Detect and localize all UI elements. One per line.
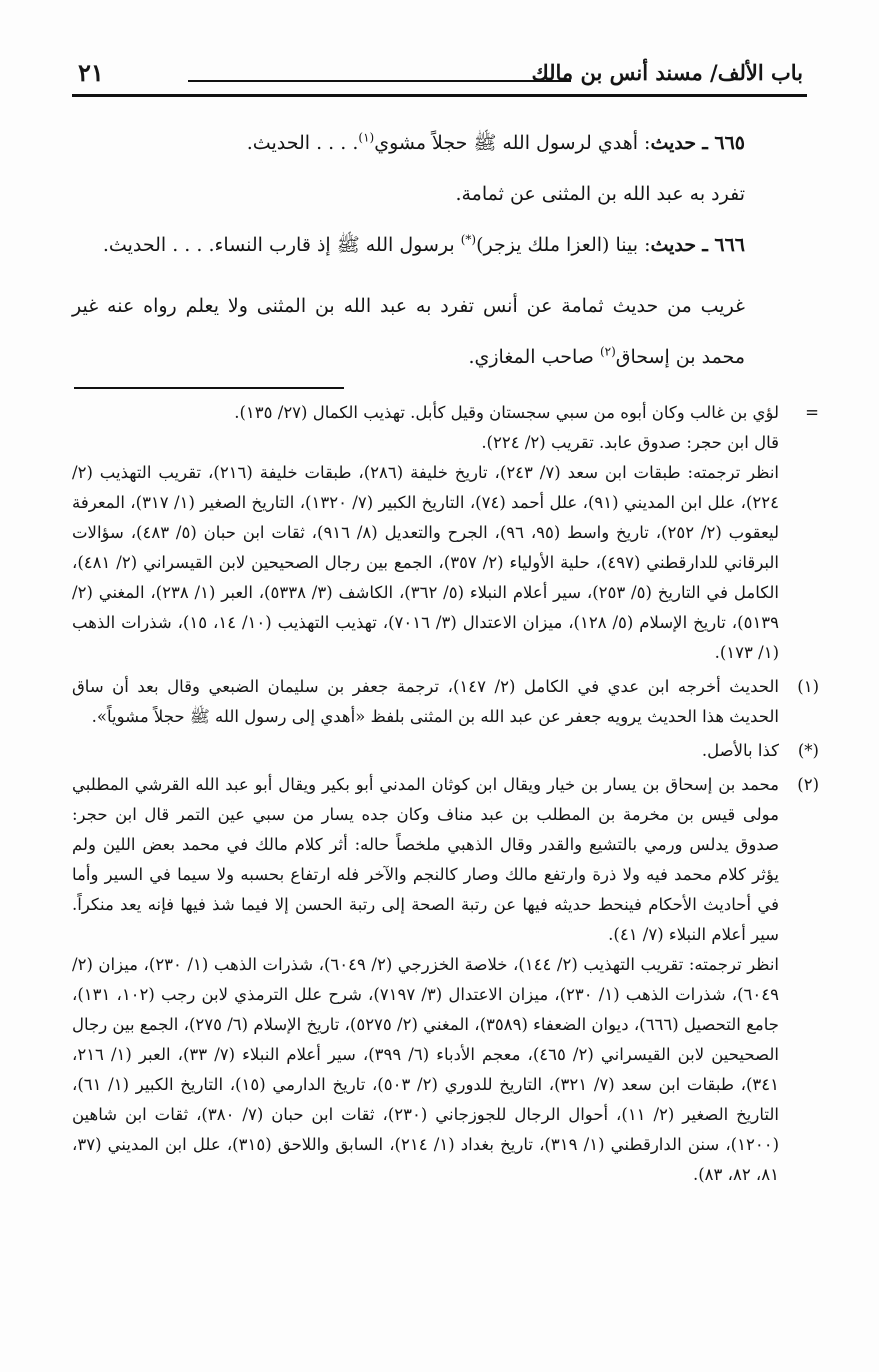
hadith-665-tail: . . . . الحديث. — [246, 132, 359, 154]
footnote-separator — [74, 387, 344, 389]
footnote-2 — [72, 770, 819, 1190]
footnote-text: قال ابن حجر: صدوق عابد. تقريب (٢/ ٢٢٤). — [481, 433, 779, 452]
hadith-665-text: : أهدي لرسول الله ﷺ حجلاً مشوي — [374, 132, 651, 154]
footnote-mark: (٢) — [797, 775, 819, 794]
hadith-665-number: ٦٦٥ ـ — [702, 132, 745, 154]
remark-gharib-tail: صاحب المغازي. — [468, 346, 600, 368]
remark-gharib — [72, 281, 805, 383]
page-number: ٢١ — [78, 58, 104, 87]
footnotes — [72, 398, 819, 1194]
hadith-666-label: حديث — [650, 234, 697, 256]
hadith-665 — [72, 118, 805, 169]
header-title: باب الألف/ مسند أنس بن مالك — [531, 60, 803, 85]
header-divider — [72, 94, 807, 97]
footnote-1 — [72, 672, 819, 732]
footnote-mark: (١) — [797, 677, 819, 696]
footnote-text: انظر ترجمته: طبقات ابن سعد (٧/ ٢٤٣)، تاريخ خليفة (٢٨٦)، طبقات خليفة (٢١٦)، تقريب التهذيب (٢/ ٢٢٤)، علل ابن المديني (٩١)، علل أحمد (٧٤)، التاريخ الكبير (٧/ ١٣٢٠)، التاريخ الصغير (١/ ٣١٧)، المعرفة ليعقوب (٢/ ٢٥٢)، تاريخ واسط (٩٥، ٩٦)، الجرح والتعديل (٨/ ٩١٦)، ثقات ابن حبان (٥/ ٤٨٣)، سؤالات البرقاني للدارقطني (٤٩٧)، حلية الأولياء (٢/ ٣٥٧)، الجمع بين رجال الصحيحين لابن القيسراني (٢/ ٤٨١)، الكامل في التاريخ (٥/ ٢٥٣)، سير أعلام النبلاء (٥/ ٣٦٢)، الكاشف (٣/ ٥٣٣٨)، العبر (١/ ٢٣٨)، المغني (٢/ ٥١٣٩)، تاريخ الإسلام (٥/ ١٢٨)، ميزان الاعتدال (٣/ ٧٠١٦)، تهذيب التهذيب (١٠/ ١٤، ١٥)، شذرات الذهب (١/ ١٧٣). — [72, 463, 780, 662]
footnote-text: لؤي بن غالب وكان أبوه من سبي سجستان وقيل كأبل. تهذيب الكمال (٢٧/ ١٣٥). — [234, 403, 779, 422]
hadith-666-tail: برسول الله ﷺ إذ قارب النساء. . . . الحديث. — [102, 234, 461, 256]
footnote-text: الحديث أخرجه ابن عدي في الكامل (٢/ ١٤٧)، ترجمة جعفر بن سليمان الضبعي وقال بعد أن ساق الحديث هذا الحديث يرويه جعفر عن عبد الله بن المثنى بلفظ «أهدي إلى رسول الله ﷺ حجلاً مشوياً». — [72, 677, 779, 726]
footnote-mark: (*) — [797, 741, 819, 760]
header-rule — [188, 80, 571, 82]
footnote-text: كذا بالأصل. — [701, 741, 779, 760]
hadith-666-number: ٦٦٦ ـ — [702, 234, 745, 256]
footnote-text: محمد بن إسحاق بن يسار بن خيار ويقال ابن كوثان المدني أبو بكير ويقال أبو عبد الله القرشي المطلبي مولى قيس بن مخرمة بن المطلب بن عبد مناف وكان جده يسار من سبي عين التمر قال ابن حجر: صدوق يدلس ورمي بالتشيع والقدر وقال الذهبي ملخصاً حاله: أثر كلام مالك في محمد بعض اللين ولم يؤثر كلام محمد فيه ولا ذرة وارتفع مالك وصار كالنجم والآخر فله ارتفاع بحسبه ولا سيما في السير وأما في أحاديث الأحكام فينحط حديثه فيها عن رتبة الصحة إلى رتبة الحسن إلا فيما شذ فيها فإنه يعد منكراً. سير أعلام النبلاء (٧/ ٤١). — [72, 775, 779, 944]
footnote-mark: = — [805, 403, 819, 422]
running-header — [78, 58, 803, 92]
remark-gharib-text: غريب من حديث ثمامة عن أنس تفرد به عبد الله بن المثنى ولا يعلم رواه عنه غير محمد بن إسحاق — [72, 295, 745, 368]
footnote-ref-1: (١) — [358, 130, 375, 145]
footnote-text: انظر ترجمته: تقريب التهذيب (٢/ ١٤٤)، خلاصة الخزرجي (٢/ ٦٠٤٩)، شذرات الذهب (١/ ٢٣٠)، ميزان (٢/ ٦٠٤٩)، شذرات الذهب (١/ ٢٣٠)، ميزان الاعتدال (٣/ ٧١٩٧)، شرح علل الترمذي لابن رجب (١٠٢، ١٣١)، جامع التحصيل (٦٦٦)، ديوان الضعفاء (٣٥٨٩)، المغني (٢/ ٥٢٧٥)، تاريخ الإسلام (٦/ ٢٧٥)، الجمع بين رجال الصحيحين لابن القيسراني (٢/ ٤٦٥)، معجم الأدباء (٦/ ٣٩٩)، سير أعلام النبلاء (٧/ ٣٣)، العبر (١/ ٢١٦، ٣٤١)، طبقات ابن سعد (٧/ ٣٢١)، التاريخ للدوري (٢/ ٥٠٣)، تاريخ الدارمي (١٥)، التاريخ الكبير (١/ ٦١)، التاريخ الصغير (٢/ ١١)، أحوال الرجال للجوزجاني (٢٣٠)، ثقات ابن حبان (٧/ ٣٨٠)، ثقات ابن شاهين (١٢٠٠)، سنن الدارقطني (١/ ٣١٩)، تاريخ بغداد (١/ ٢١٤)، السابق واللاحق (٣١٥)، علل ابن المديني (٣٧، ٨١، ٨٢، ٨٣). — [71, 955, 780, 1184]
footnote-ref-star: (*) — [460, 232, 477, 247]
hadith-666 — [72, 220, 805, 271]
remark-tafarrud: تفرد به عبد الله بن المثنى عن ثمامة. — [455, 183, 745, 205]
footnote-ref-2: (٢) — [599, 344, 616, 359]
main-text — [72, 118, 805, 383]
footnote-star — [72, 736, 819, 766]
hadith-665-label: حديث — [650, 132, 697, 154]
footnote-continued — [72, 398, 819, 668]
hadith-666-text: : بينا (العزا ملك يزجر) — [476, 234, 651, 256]
